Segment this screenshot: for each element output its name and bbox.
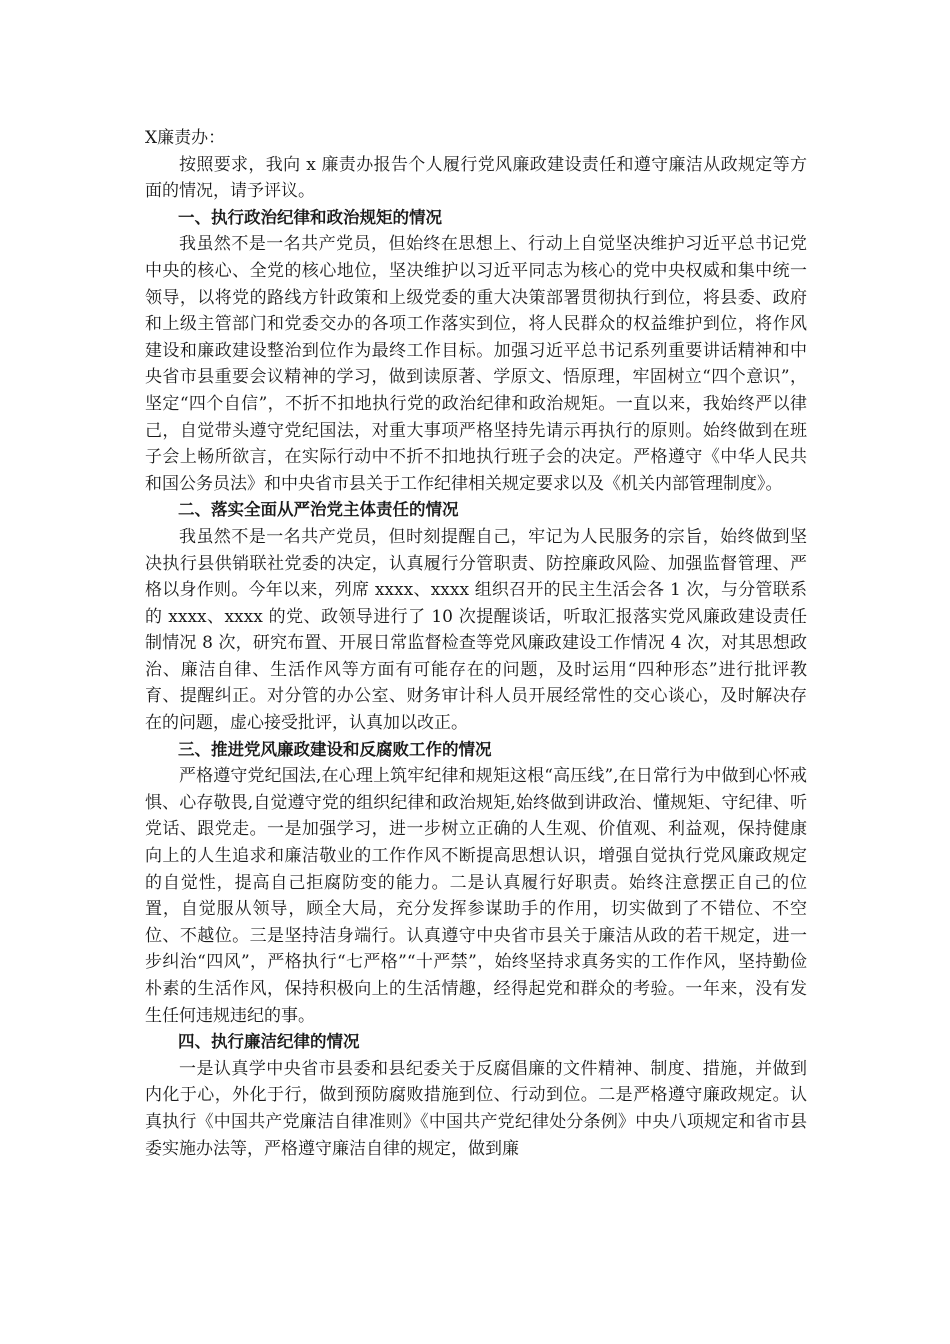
salutation: X廉责办： bbox=[145, 128, 226, 148]
section-4-heading: 四、执行廉洁纪律的情况 bbox=[178, 1032, 360, 1052]
section-2-heading: 二、落实全面从严治党主体责任的情况 bbox=[178, 500, 459, 520]
section-1-heading: 一、执行政治纪律和政治规矩的情况 bbox=[178, 207, 442, 227]
section-2-body: 我虽然不是一名共产党员，但时刻提醒自己，牢记为人民服务的宗旨，始终做到坚决执行县供销联社党委的决定，认真履行分管职责、防控廉政风险、加强监督管理、严格以身作则。今年以来，列席 xxxx、xxxx 组织召开的民主生活会各 1 次，与分管联系的 xxxx、xxxx 的党、政领导进行了 10 次提醒谈话，听取汇报落实党风廉政建设责任制情况 8 次，研究布置、开展日常监督检查等党风廉政建设工作情况 4 次，对其思想政治、廉洁自律、生活作风等方面有可能存在的问题，及时运用“四种形态”进行批评教育、提醒纠正。对分管的办公室、财务审计科人员开展经常性的交心谈心，及时解决存在的问题，虚心接受批评，认真加以改正。 bbox=[145, 526, 807, 734]
section-1-body: 我虽然不是一名共产党员，但始终在思想上、行动上自觉坚决维护习近平总书记党中央的核心、全党的核心地位，坚决维护以习近平同志为核心的党中央权威和集中统一领导，以将党的路线方针政策和上级党委的重大决策部署贯彻执行到位，将县委、政府和上级主管部门和党委交办的各项工作落实到位，将人民群众的权益维护到位，将作风建设和廉政建设整治到位作为最终工作目标。加强习近平总书记系列重要讲话精神和中央省市县重要会议精神的学习，做到读原著、学原文、悟原理，牢固树立“四个意识”，坚定“四个自信”，不折不扣地执行党的政治纪律和政治规矩。一直以来，我始终严以律己，自觉带头遵守党纪国法，对重大事项严格坚持先请示再执行的原则。始终做到在班子会上畅所欲言，在实际行动中不折不扣地执行班子会的决定。严格遵守《中华人民共和国公务员法》和中央省市县关于工作纪律相关规定要求以及《机关内部管理制度》。 bbox=[145, 234, 807, 494]
section-3-body: 严格遵守党纪国法,在心理上筑牢纪律和规矩这根“高压线”,在日常行为中做到心怀戒惧、心存敬畏,自觉遵守党的组织纪律和政治规矩,始终做到讲政治、懂规矩、守纪律、听党话、跟党走。一是加强学习，进一步树立正确的人生观、价值观、利益观，保持健康向上的人生追求和廉洁敬业的工作作风不断提高思想认识，增强自觉执行党风廉政规定的自觉性，提高自己拒腐防变的能力。二是认真履行好职责。始终注意摆正自己的位置，自觉服从领导，顾全大局，充分发挥参谋助手的作用，切实做到了不错位、不空位、不越位。三是坚持洁身端行。认真遵守中央省市县关于廉洁从政的若干规定，进一步纠治“四风”，严格执行“七严格”“十严禁”，始终坚持求真务实的工作作风，坚持勤俭朴素的生活作风，保持积极向上的生活情趣，经得起党和群众的考验。一年来，没有发生任何违规违纪的事。 bbox=[145, 766, 807, 1026]
document-page bbox=[145, 125, 807, 1162]
section-3-heading: 三、推进党风廉政建设和反腐败工作的情况 bbox=[178, 739, 492, 759]
section-4-body: 一是认真学中央省市县委和县纪委关于反腐倡廉的文件精神、制度、措施，并做到内化于心，外化于行，做到预防腐败措施到位、行动到位。二是严格遵守廉政规定。认真执行《中国共产党廉洁自律准则》《中国共产党纪律处分条例》中央八项规定和省市县委实施办法等，严格遵守廉洁自律的规定，做到廉 bbox=[145, 1058, 807, 1159]
intro-paragraph: 按照要求，我向 x 廉责办报告个人履行党风廉政建设责任和遵守廉洁从政规定等方面的情况，请予评议。 bbox=[145, 154, 807, 202]
